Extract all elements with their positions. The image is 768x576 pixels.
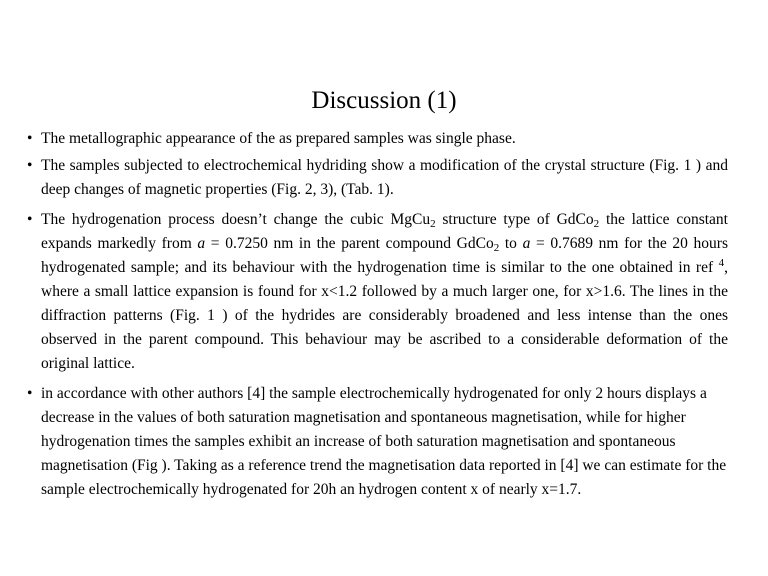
bullet-metallographic: • The metallographic appearance of the as prepared samples was single phase. (22, 127, 728, 151)
reference-superscript: 4 (718, 257, 725, 269)
text-segment: = 0.7250 nm in the parent compound GdCo (205, 235, 494, 252)
text-segment: = 0.7689 nm for the 20 hours hydrogenated sample; and its behaviour with the hydrogenation time is similar to the one obtained in ref (41, 235, 728, 276)
bullet-electrochemical-hydriding: • The samples subjected to electrochemical hydriding show a modification of the crystal structure (Fig. 1 ) and deep changes of magnetic properties (Fig. 2, 3), (Tab. 1). (22, 154, 728, 202)
bullet-magnetisation: • in accordance with other authors [4] the sample electrochemically hydrogenated for only 2 hours displays a decrease in the values of both saturation magnetisation and spontaneous magnetisation, while for higher hydrogenation times the samples exhibit an increase of both saturation magnetisation and spontaneous magnetisation (Fig ). Taking as a reference trend the magnetisation data reported in [4] we can estimate for the sample electrochemically hydrogenated for 20h an hydrogen content x of nearly x=1.7. (22, 382, 728, 502)
text-segment: , where a small lattice expansion is found for x<1.2 followed by a much larger one, for x>1.6. The lines in the diffraction patterns (Fig. 1 ) of the hydrides are considerably broadened and less intense than the ones observed in the parent compound. This behaviour may be ascribed to a considerable deformation of the original lattice. (41, 259, 728, 372)
bullet-hydrogenation-process (22, 208, 728, 376)
slide-title: Discussion (1) (311, 87, 457, 114)
subscript: 2 (493, 242, 500, 254)
bullet-list (22, 127, 728, 508)
text-segment: structure type of GdCo (435, 211, 594, 228)
lattice-symbol: a (197, 235, 206, 252)
text-segment: to (499, 235, 523, 252)
text-segment: The hydrogenation process doesn’t change the cubic MgCu (41, 211, 431, 228)
text-segment: the lattice constant expands markedly from (41, 211, 728, 252)
subscript: 2 (593, 218, 600, 230)
subscript: 2 (430, 218, 436, 230)
lattice-symbol: a (522, 235, 531, 252)
